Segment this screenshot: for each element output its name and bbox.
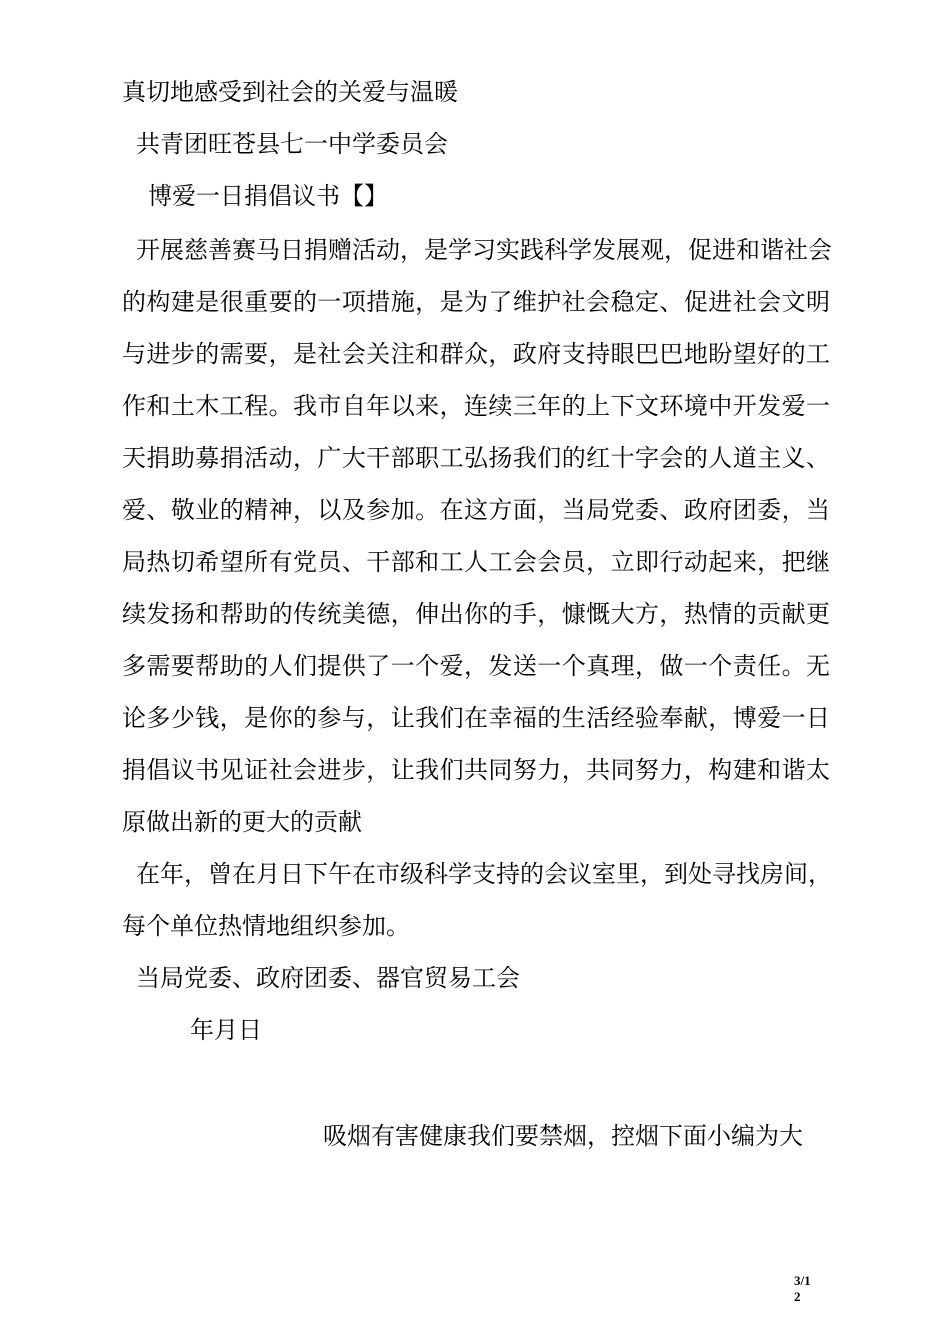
paragraph-line: 续发扬和帮助的传统美德，伸出你的手，慷慨大方，热情的贡献更 — [122, 600, 830, 628]
intro-line: 真切地感受到社会的关爱与温暖 — [122, 78, 458, 106]
paragraph-line: 多需要帮助的人们提供了一个爱，发送一个真理，做一个责任。无 — [122, 652, 830, 680]
paragraph-line: 作和土木工程。我市自年以来，连续三年的上下文环境中开发爱一 — [122, 392, 830, 420]
next-heading: 吸烟有害健康我们要禁烟，控烟下面小编为大 — [323, 1122, 803, 1150]
signature-line: 当局党委、政府团委、器官贸易工会 — [136, 964, 520, 992]
paragraph-line: 开展慈善赛马日捐赠活动，是学习实践科学发展观，促进和谐社会 — [136, 236, 832, 264]
paragraph-line: 每个单位热情地组织参加。 — [122, 912, 410, 940]
paragraph-line: 在年，曾在月日下午在市级科学支持的会议室里，到处寻找房间， — [136, 860, 832, 888]
paragraph-line: 原做出新的更大的贡献 — [122, 808, 362, 836]
paragraph-line: 捐倡议书见证社会进步，让我们共同努力，共同努力，构建和谐太 — [122, 756, 830, 784]
organization-line: 共青团旺苍县七一中学委员会 — [136, 130, 448, 158]
paragraph-line: 天捐助募捐活动，广大干部职工弘扬我们的红十字会的人道主义、 — [122, 444, 830, 472]
document-title: 博爱一日捐倡议书【】 — [148, 182, 388, 210]
page-number-bottom: 2 — [794, 1289, 801, 1304]
date-line: 年月日 — [190, 1016, 262, 1044]
paragraph-line: 的构建是很重要的一项措施，是为了维护社会稳定、促进社会文明 — [122, 288, 830, 316]
paragraph-line: 论多少钱，是你的参与，让我们在幸福的生活经验奉献，博爱一日 — [122, 704, 830, 732]
paragraph-line: 局热切希望所有党员、干部和工人工会会员，立即行动起来，把继 — [122, 548, 830, 576]
page-number-top: 3/1 — [794, 1273, 811, 1288]
paragraph-line: 与进步的需要，是社会关注和群众，政府支持眼巴巴地盼望好的工 — [122, 340, 830, 368]
paragraph-line: 爱、敬业的精神，以及参加。在这方面，当局党委、政府团委，当 — [122, 496, 830, 524]
